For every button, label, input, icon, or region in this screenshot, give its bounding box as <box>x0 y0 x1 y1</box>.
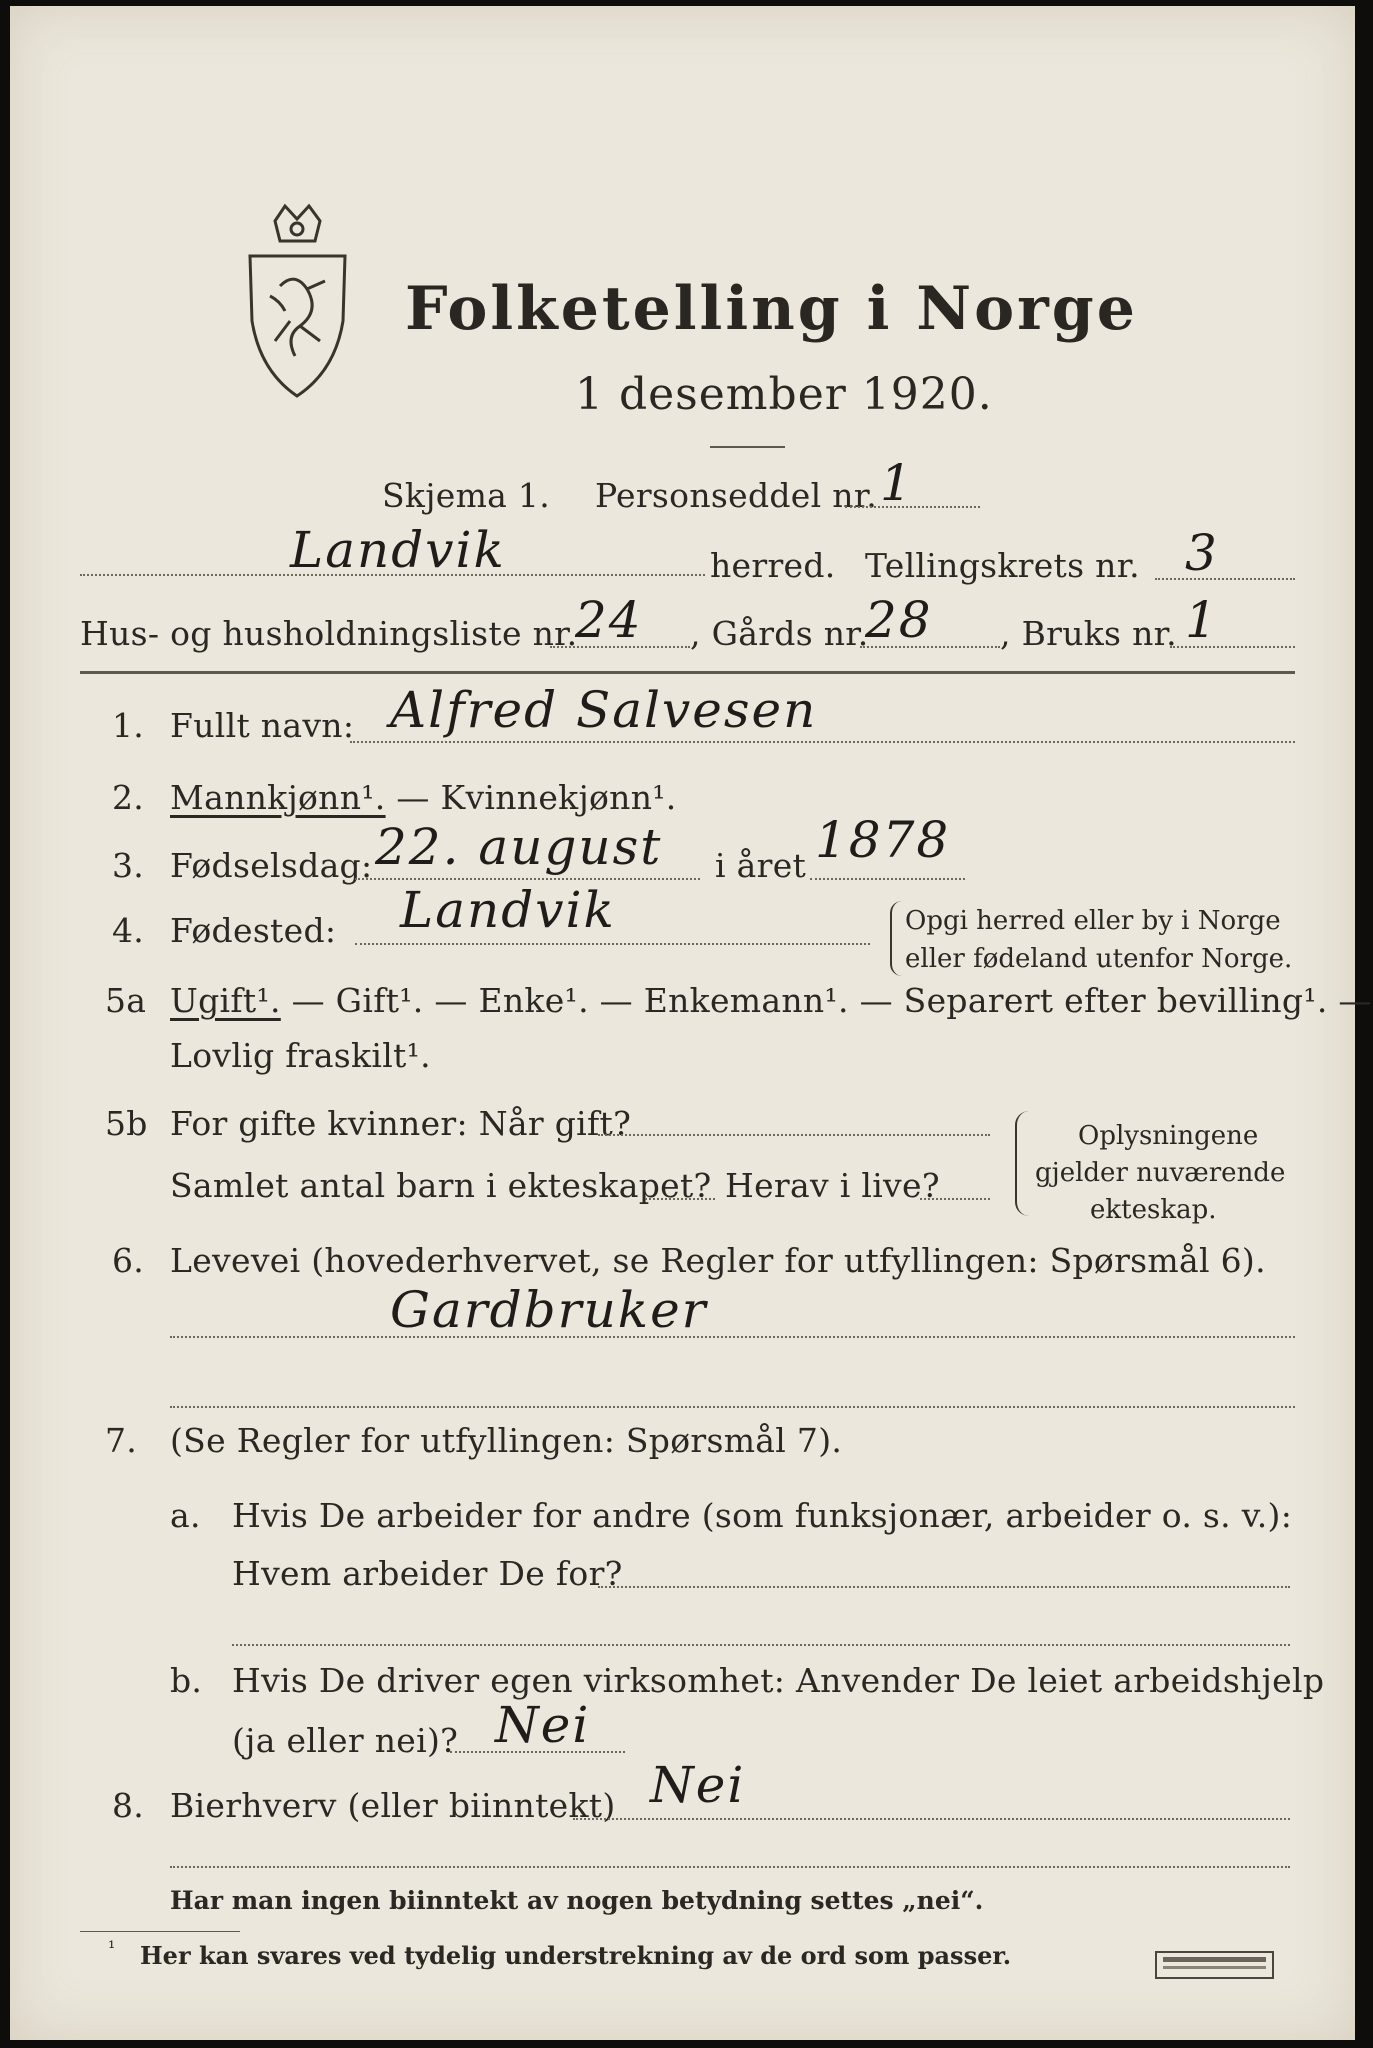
q4-note-line2: eller fødeland utenfor Norge. <box>905 944 1293 974</box>
title-divider <box>710 446 785 448</box>
footnote-mark: ¹ <box>108 1938 116 1959</box>
gards-label: , Gårds nr. <box>690 614 869 653</box>
q5b-alive-label: Herav i live? <box>725 1166 940 1205</box>
husliste-value[interactable]: 24 <box>575 591 643 649</box>
side-income-value[interactable]: Nei <box>650 1756 746 1814</box>
option-ugift-selected[interactable]: Ugift¹. <box>170 981 281 1020</box>
q7a-letter: a. <box>170 1496 201 1535</box>
q4-line <box>355 943 870 945</box>
q7a-label: Hvis De arbeider for andre (som funksjonær, arbeider o. s. v.): <box>232 1496 1293 1535</box>
printer-stamp-icon <box>1155 1951 1274 1979</box>
q5b-children-label: Samlet antal barn i ekteskapet? <box>170 1166 712 1205</box>
q3-year-label: i året <box>715 846 807 885</box>
q7-number: 7. <box>105 1421 138 1460</box>
q7b-question: (ja eller nei)? <box>232 1721 459 1760</box>
q5b-label: For gifte kvinner: Når gift? <box>170 1104 632 1143</box>
q5b-note-line3: ekteskap. <box>1090 1195 1217 1225</box>
option-kvinnekjonn[interactable]: Kvinnekjønn¹. <box>440 778 677 817</box>
birthday-value[interactable]: 22. august <box>375 818 663 876</box>
birthplace-value[interactable]: Landvik <box>400 881 616 939</box>
herred-value[interactable]: Landvik <box>290 521 506 579</box>
footnote-rule <box>80 1931 240 1932</box>
q3-day-line <box>355 878 700 880</box>
q1-line <box>350 741 1295 743</box>
q5a-number: 5a <box>105 981 147 1020</box>
q1-number: 1. <box>112 706 145 745</box>
q2-separator: — <box>385 778 441 817</box>
header-rule <box>80 671 1295 674</box>
q1-label: Fullt navn: <box>170 706 355 745</box>
q5a-options <box>170 981 1372 1020</box>
footer-instruction: Har man ingen biinntekt av nogen betydning settes „nei“. <box>170 1886 984 1915</box>
q8-number: 8. <box>112 1786 145 1825</box>
q5b-alive-line <box>920 1198 990 1200</box>
q5b-note-line2: gjelder nuværende <box>1035 1158 1286 1188</box>
q3-label: Fødselsdag: <box>170 846 373 885</box>
q4-number: 4. <box>112 911 145 950</box>
personseddel-value[interactable]: 1 <box>880 454 914 512</box>
q8-label: Bierhverv (eller biinntekt) <box>170 1786 616 1825</box>
q4-brace <box>890 901 902 976</box>
form-title: Folketelling i Norge <box>405 274 1138 344</box>
q7-label: (Se Regler for utfyllingen: Spørsmål 7). <box>170 1421 843 1460</box>
q5b-number: 5b <box>105 1104 148 1143</box>
census-form-page <box>10 6 1372 2040</box>
husliste-label: Hus- og husholdningsliste nr. <box>80 614 578 653</box>
gards-value[interactable]: 28 <box>865 591 933 649</box>
tellingskrets-value[interactable]: 3 <box>1185 524 1219 582</box>
bruks-value[interactable]: 1 <box>1185 591 1219 649</box>
occupation-value[interactable]: Gardbruker <box>390 1281 708 1339</box>
q7a-line2 <box>232 1644 1290 1646</box>
option-mannkjonn-selected[interactable]: Mannkjønn¹. <box>170 778 386 817</box>
q7b-letter: b. <box>170 1661 203 1700</box>
herred-label: herred. <box>710 546 836 585</box>
bruks-label: , Bruks nr. <box>1000 614 1177 653</box>
q6-line1 <box>170 1336 1295 1338</box>
skjema-label: Skjema 1. <box>382 476 551 515</box>
q6-number: 6. <box>112 1241 145 1280</box>
q6-line2 <box>170 1406 1295 1408</box>
option-lovlig-fraskilt[interactable]: Lovlig fraskilt¹. <box>170 1036 431 1075</box>
q8-line2 <box>170 1866 1290 1868</box>
q5a-other-options[interactable]: — Gift¹. — Enke¹. — Enkemann¹. — Separert efter bevilling¹. — <box>280 981 1372 1020</box>
q5b-note-line1: Oplysningene <box>1078 1121 1259 1151</box>
personseddel-label: Personseddel nr. <box>595 476 878 515</box>
q3-year-line <box>810 878 965 880</box>
footnote-text: Her kan svares ved tydelig understrekning av de ord som passer. <box>140 1941 1012 1970</box>
q8-line1 <box>573 1818 1290 1820</box>
q2-number: 2. <box>112 778 145 817</box>
q5b-brace <box>1015 1111 1029 1216</box>
q4-label: Fødested: <box>170 911 337 950</box>
q3-number: 3. <box>112 846 145 885</box>
full-name-value[interactable]: Alfred Salvesen <box>390 681 818 739</box>
q7a-question: Hvem arbeider De for? <box>232 1554 623 1593</box>
tellingskrets-line <box>1155 578 1295 580</box>
q5b-married-line <box>598 1134 990 1136</box>
q2-options <box>170 778 677 817</box>
q5b-children-line <box>645 1198 715 1200</box>
q7b-label: Hvis De driver egen virksomhet: Anvender De leiet arbeidshjelp <box>232 1661 1325 1700</box>
census-date: 1 desember 1920. <box>575 369 993 420</box>
birth-year-value[interactable]: 1878 <box>815 811 951 869</box>
tellingskrets-label: Tellingskrets nr. <box>865 546 1140 585</box>
q6-label: Levevei (hovederhvervet, se Regler for utfyllingen: Spørsmål 6). <box>170 1241 1266 1280</box>
hired-help-value[interactable]: Nei <box>495 1696 591 1754</box>
coat-of-arms-icon <box>235 201 360 401</box>
q7a-line1 <box>598 1586 1290 1588</box>
q4-note-line1: Opgi herred eller by i Norge <box>905 906 1281 936</box>
